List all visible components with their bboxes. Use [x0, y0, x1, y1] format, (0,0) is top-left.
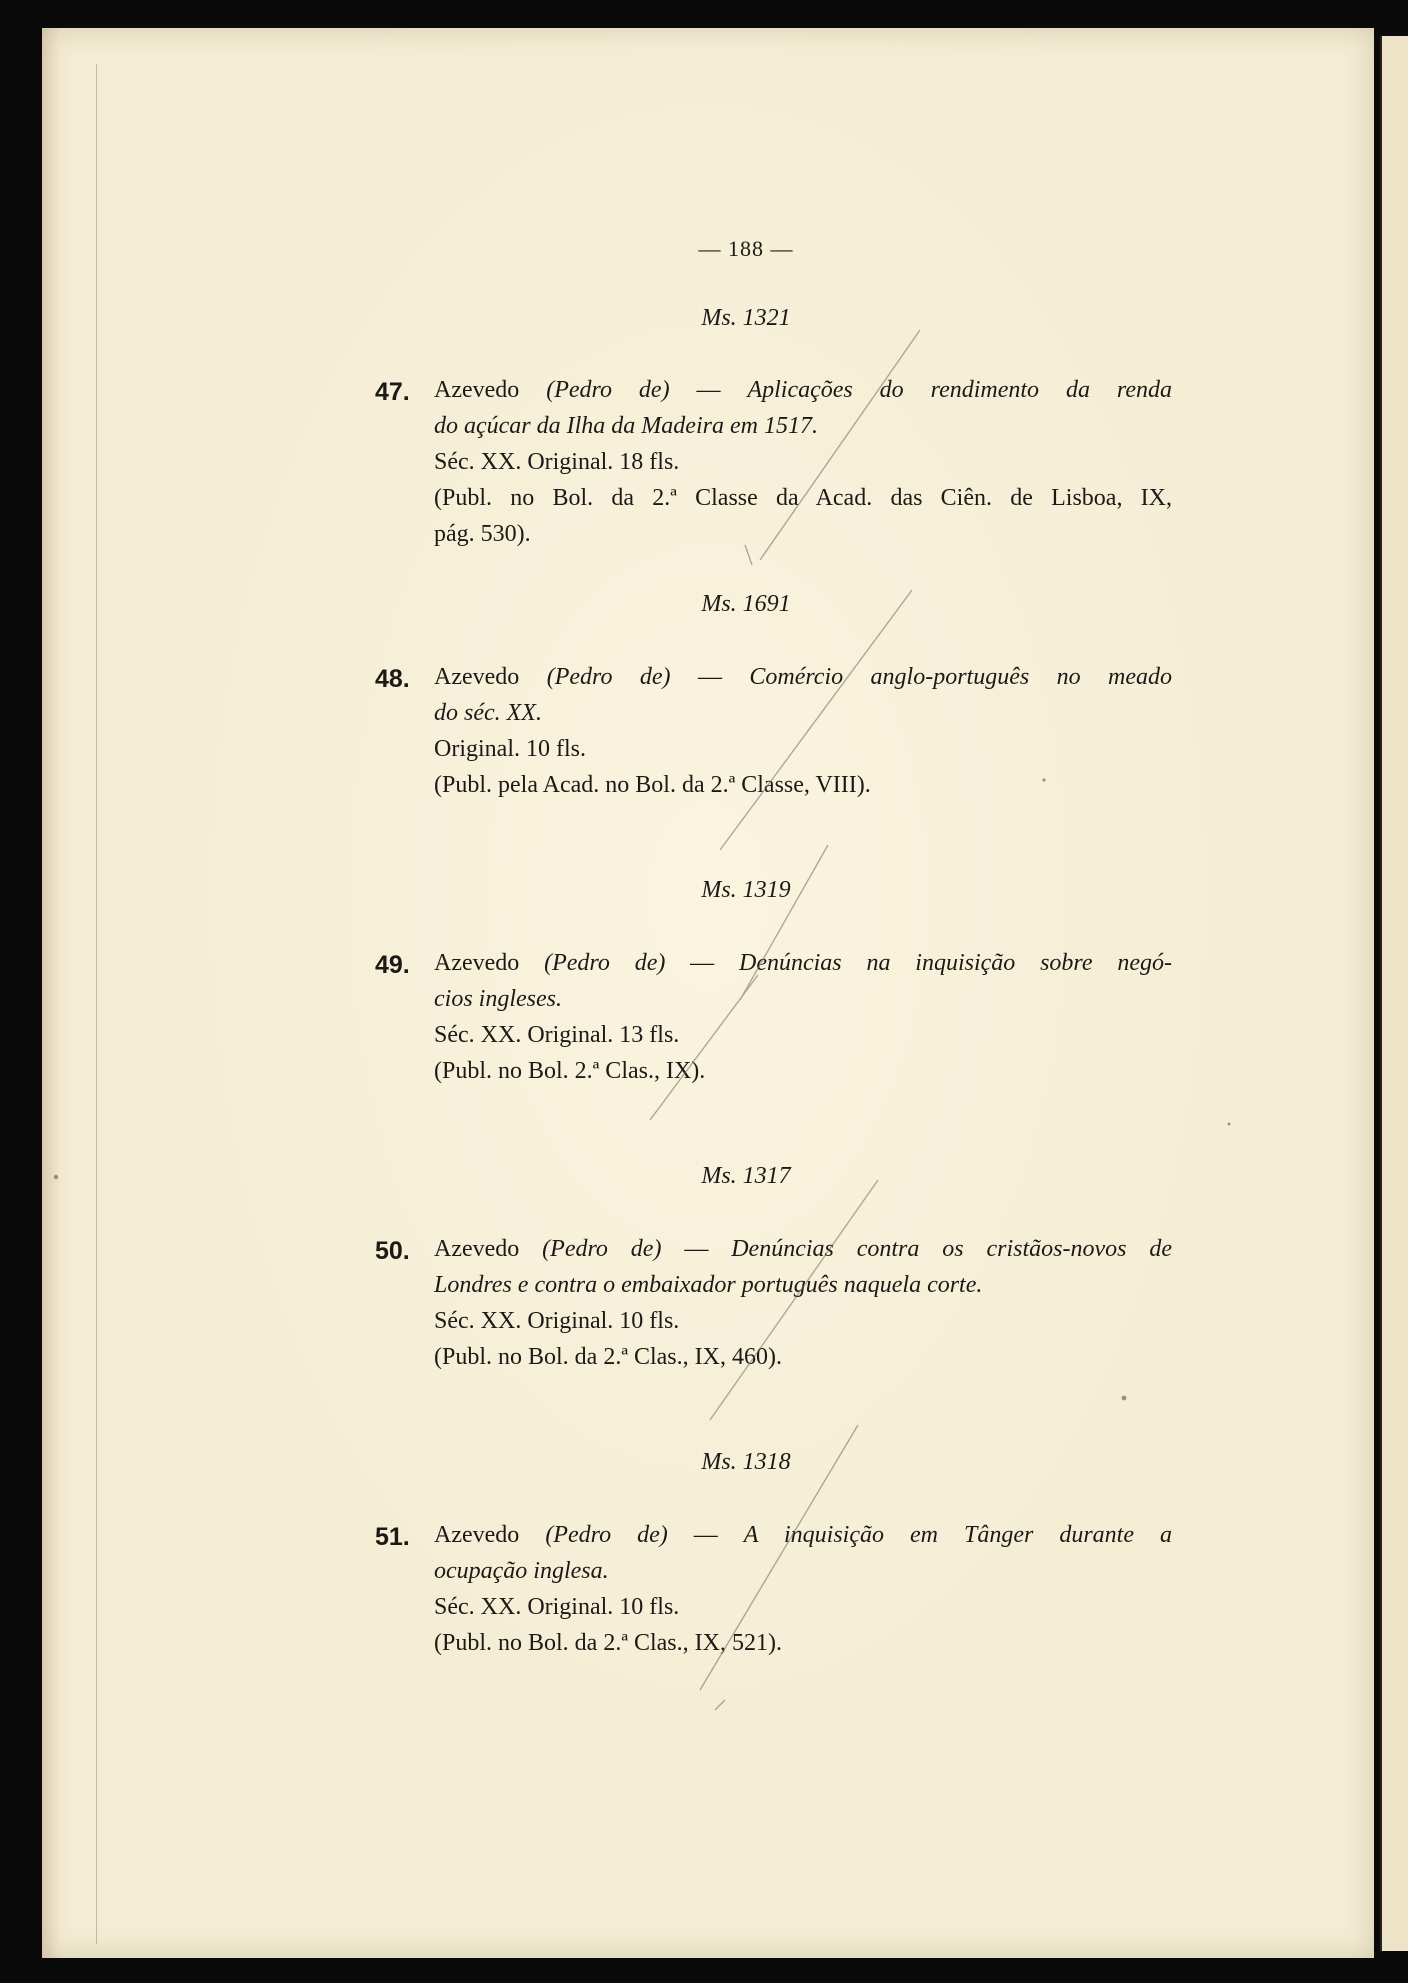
entry-publication: (Publ. pela Acad. no Bol. da 2.ª Classe, VIII). [434, 772, 871, 798]
entry-publication-continued: pág. 530). [434, 521, 531, 547]
entry-author: Azevedo [434, 1236, 520, 1262]
entry-publication: (Publ. no Bol. da 2.ª Clas., IX, 460). [434, 1344, 782, 1370]
entry-author-name: (Pedro de) [542, 1236, 662, 1262]
entry-title-continued: cios ingleses. [434, 986, 562, 1012]
entry-title: Aplicações do rendimento da renda [747, 377, 1173, 403]
manuscript-heading: Ms. 1317 [701, 1163, 791, 1189]
catalog-entry [434, 1231, 1172, 1375]
manuscript-heading: Ms. 1691 [701, 591, 791, 617]
catalog-entry [434, 372, 1172, 552]
entry-title-line [434, 1231, 1172, 1267]
catalog-entry [434, 659, 1172, 803]
entry-number: 51. [375, 1523, 410, 1551]
entry-title-continued: ocupação inglesa. [434, 1558, 609, 1584]
entry-dash: — [670, 664, 750, 690]
entry-title-line [434, 1517, 1172, 1553]
entry-description: Original. 10 fls. [434, 736, 586, 762]
entry-dash: — [665, 950, 739, 976]
entry-title-continued: Londres e contra o embaixador português naquela corte. [434, 1272, 983, 1298]
entry-title-line [434, 659, 1172, 695]
entry-title-line [434, 372, 1172, 408]
entry-author: Azevedo [434, 1522, 520, 1548]
entry-publication: (Publ. no Bol. 2.ª Clas., IX). [434, 1058, 706, 1084]
entry-title-continued: do açúcar da Ilha da Madeira em 1517. [434, 413, 818, 439]
entry-description: Séc. XX. Original. 10 fls. [434, 1594, 680, 1620]
entry-title-line [434, 945, 1172, 981]
page-fold-line [96, 64, 97, 1944]
entry-author-name: (Pedro de) [545, 1522, 668, 1548]
entry-description: Séc. XX. Original. 10 fls. [434, 1308, 680, 1334]
entry-author: Azevedo [434, 377, 520, 403]
entry-number: 47. [375, 378, 410, 406]
entry-title-continued: do séc. XX. [434, 700, 542, 726]
entry-author-name: (Pedro de) [546, 664, 671, 690]
entry-number: 48. [375, 665, 410, 693]
entry-dash: — [661, 1236, 732, 1262]
entry-title: Comércio anglo-português no meado [749, 664, 1173, 690]
manuscript-heading: Ms. 1318 [701, 1449, 791, 1475]
manuscript-heading: Ms. 1321 [701, 305, 791, 331]
catalog-entry [434, 1517, 1172, 1661]
manuscript-heading: Ms. 1319 [701, 877, 791, 903]
entry-dash: — [667, 1522, 744, 1548]
entry-author: Azevedo [434, 950, 520, 976]
entry-title: Denúncias contra os cristãos-novos de [731, 1236, 1172, 1262]
entry-title: Denúncias na inquisição sobre negó- [738, 950, 1172, 976]
entry-description: Séc. XX. Original. 18 fls. [434, 449, 680, 475]
entry-number: 49. [375, 951, 410, 979]
entry-author-name: (Pedro de) [546, 377, 670, 403]
entry-description: Séc. XX. Original. 13 fls. [434, 1022, 680, 1048]
entry-dash: — [669, 377, 748, 403]
entry-publication: (Publ. no Bol. da 2.ª Classe da Acad. das Ciên. de Lisboa, IX, [434, 485, 1172, 511]
entry-author: Azevedo [434, 664, 520, 690]
entry-number: 50. [375, 1237, 410, 1265]
entry-author-name: (Pedro de) [544, 950, 666, 976]
catalog-entry [434, 945, 1172, 1089]
page-number: — 188 — [698, 236, 794, 261]
entry-publication: (Publ. no Bol. da 2.ª Clas., IX, 521). [434, 1630, 782, 1656]
entry-title: A inquisição em Tânger durante a [743, 1522, 1173, 1548]
